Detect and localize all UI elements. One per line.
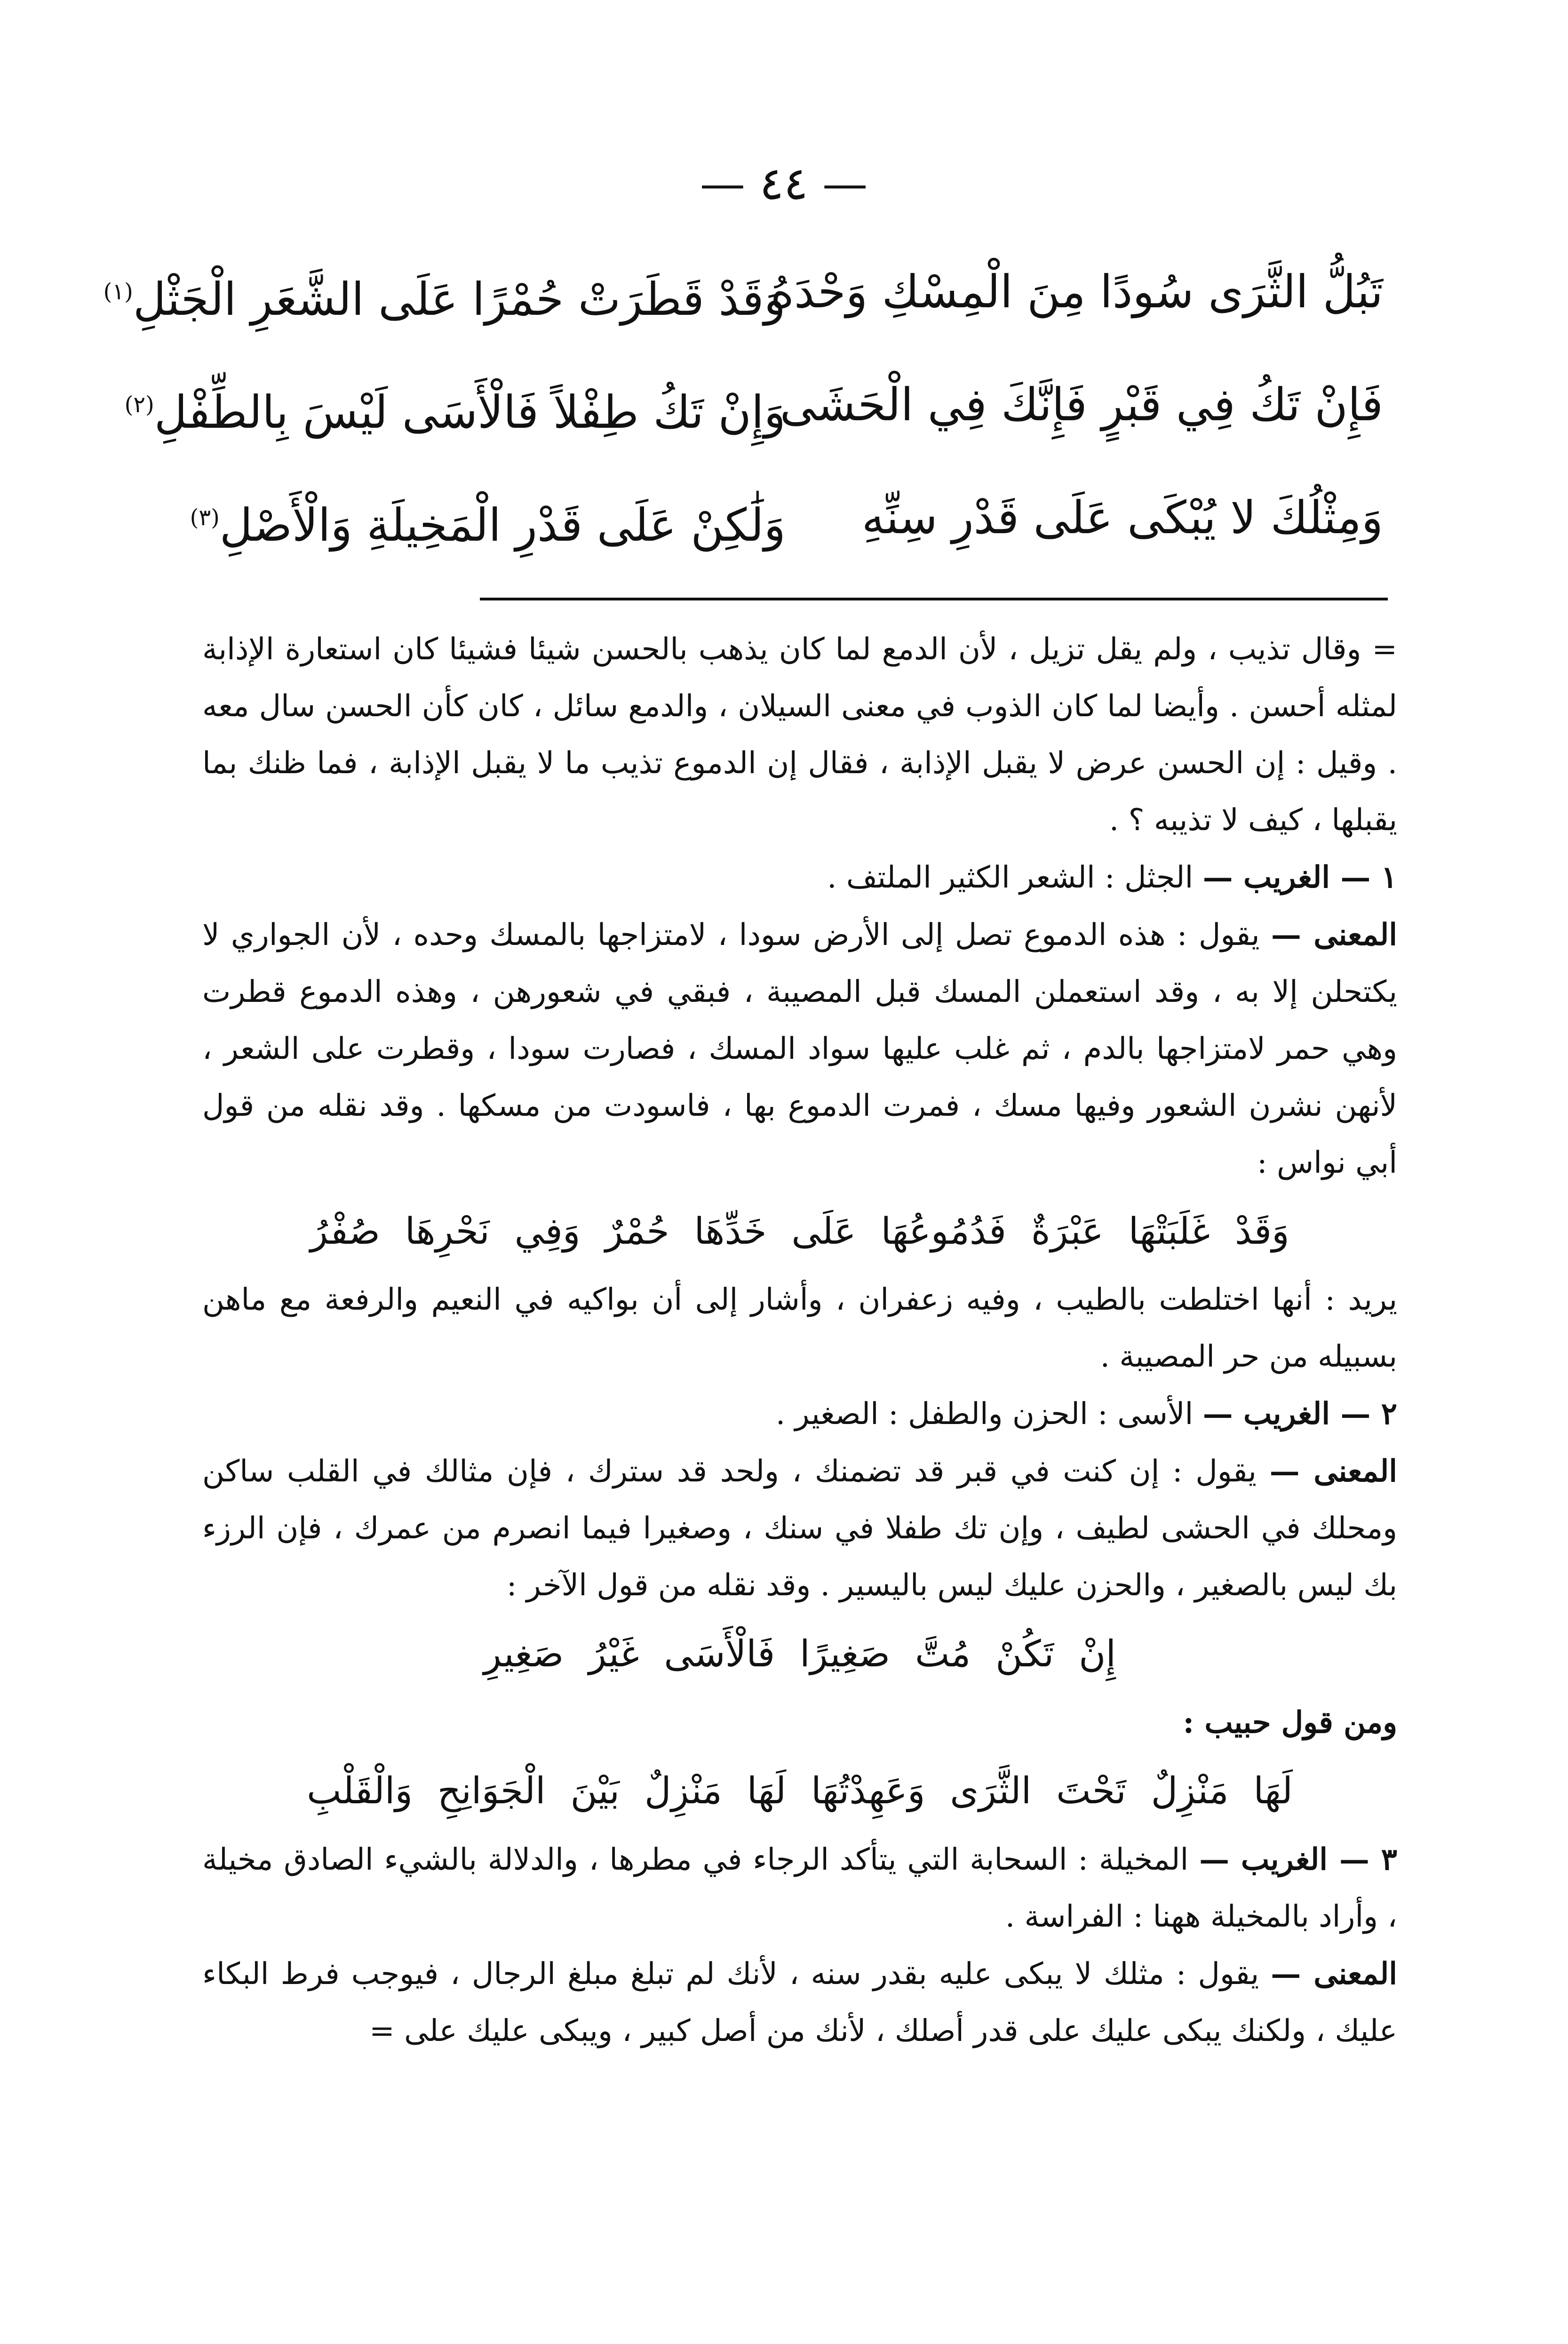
note-label: ٢ — الغريب —: [1202, 1396, 1397, 1432]
verse-first-hemistich: وَمِثْلُكَ لا يُبْكَى عَلَى قَدْرِ سِنِّهِ: [861, 491, 1383, 544]
note-text: الجثل : الشعر الكثير الملتف .: [827, 860, 1194, 895]
note-text: الأسى : الحزن والطفل : الصغير .: [775, 1397, 1194, 1432]
quoted-verse: لَهَا مَنْزِلٌ تَحْتَ الثَّرَى وَعَهِدْتُهَا لَهَا مَنْزِلٌ بَيْنَ الْجَوَانِحِ وَالْقَلْبِ: [307, 1770, 1293, 1812]
quoted-verse: وَقَدْ غَلَبَتْهَا عَبْرَةٌ فَدُمُوعُهَا عَلَى خَدِّهَا حُمْرٌ وَفِي نَحْرِهَا صُفْرُ: [310, 1210, 1289, 1253]
verse-second-hemistich: [103, 249, 786, 342]
commentary: [202, 621, 1397, 2060]
quote-explanation: يريد : أنها اختلطت بالطيب ، وفيه زعفران ، وأشار إلى أن بواكيه في النعيم والرفعة مع ماهن بسبيله من حر المصيبة .: [202, 1282, 1397, 1374]
footnote-marker: (١): [103, 279, 133, 305]
footnote-divider: [480, 598, 1388, 600]
verse-first-hemistich: تَبُلُّ الثَّرَى سُودًا مِنَ الْمِسْكِ وَحْدَهُ: [770, 265, 1383, 318]
note-3-glossary: [202, 1831, 1397, 1945]
hemistich-text: وَإِنْ تَكُ طِفْلاً فَالْأَسَى لَيْسَ بِالطِّفْلِ: [154, 386, 786, 439]
footnote-marker: (٢): [124, 392, 154, 418]
footnote-marker: (٣): [190, 504, 220, 531]
hemistich-text: وَلَٰكِنْ عَلَى قَدْرِ الْمَخِيلَةِ وَالْأَصْلِ: [219, 499, 786, 552]
quoted-verse: إِنْ تَكُنْ مُتَّ صَغِيرًا فَالْأَسَى غَيْرُ صَغِيرِ: [483, 1633, 1116, 1675]
meaning-text: يقول : إن كنت في قبر قد تضمنك ، ولحد قد سترك ، فإن مثالك في القلب ساكن ومحلك في الحشى لطيف ، وإن تك طفلا في سنك ، وصغيرا فيما انصرم من عمرك ، فإن الرزء بك ليس بالصغير ، والحزن عليك ليس باليسير . وقد نقله من قول الآخر :: [202, 1454, 1397, 1603]
verse-second-hemistich: [190, 475, 786, 568]
page-number: — ٤٤ —: [700, 157, 868, 210]
verse-second-hemistich: [124, 362, 786, 455]
verse-first-hemistich: فَإِنْ تَكُ فِي قَبْرٍ فَإِنَّكَ فِي الْحَشَى: [780, 378, 1383, 431]
commentary-intro: = وقال تذيب ، ولم يقل تزيل ، لأن الدمع لما كان يذهب بالحسن شيئا فشيئا كان استعارة الإذابة لمثله أحسن . وأيضا لما كان الذوب في معنى السيلان ، والدمع سائل ، كان كأن الحسن سال معه . وقيل : إن الحسن عرض لا يقبل الإذابة ، فقال إن الدموع تذيب ما لا يقبل الإذابة ، فما ظنك بما يقبلها ، كيف لا تذيبه ؟ .: [202, 632, 1398, 838]
note-2-meaning: [202, 1443, 1397, 1614]
note-2-glossary: [202, 1385, 1397, 1443]
note-3-meaning: [202, 1945, 1397, 2060]
verse-line: [103, 249, 1383, 362]
meaning-label: المعنى —: [1271, 917, 1398, 952]
hemistich-text: وَقَدْ قَطَرَتْ حُمْرًا عَلَى الشَّعَرِ الْجَثْلِ: [133, 273, 786, 326]
meaning-label: المعنى —: [1271, 1956, 1398, 1992]
meaning-text: يقول : مثلك لا يبكى عليه بقدر سنه ، لأنك لم تبلغ مبلغ الرجال ، فيوجب فرط البكاء عليك ، ولكنك يبكى عليك على قدر أصلك ، لأنك من أصل كبير ، ويبكى عليك على =: [202, 1957, 1397, 2048]
note-1-glossary: [202, 849, 1397, 906]
meaning-label: المعنى —: [1269, 1454, 1398, 1489]
quote-intro: ومن قول حبيب :: [1183, 1705, 1397, 1740]
note-text: المخيلة : السحابة التي يتأكد الرجاء في مطرها ، والدلالة بالشيء الصادق مخيلة ، وأراد بالمخيلة ههنا : الفراسة .: [202, 1842, 1397, 1934]
note-1-meaning: [202, 906, 1397, 1192]
meaning-text: يقول : هذه الدموع تصل إلى الأرض سودا ، لامتزاجها بالمسك وحده ، لأن الجواري لا يكتحلن إلا به ، وقد استعملن المسك قبل المصيبة ، فبقي في شعورهن ، وهذه الدموع قطرت وهي حمر لامتزاجها بالدم ، ثم غلب عليها سواد المسك ، فصارت سودا ، وقطرت على الشعر ، لأنهن نشرن الشعور وفيها مسك ، فمرت الدموع بها ، فاسودت من مسكها . وقد نقله من قول أبي نواس :: [202, 918, 1398, 1180]
note-label: ١ — الغريب —: [1202, 860, 1397, 895]
poem-verses: [103, 249, 1383, 588]
verse-line: [124, 362, 1383, 475]
verse-line: [190, 475, 1383, 588]
note-label: ٣ — الغريب —: [1199, 1842, 1398, 1877]
